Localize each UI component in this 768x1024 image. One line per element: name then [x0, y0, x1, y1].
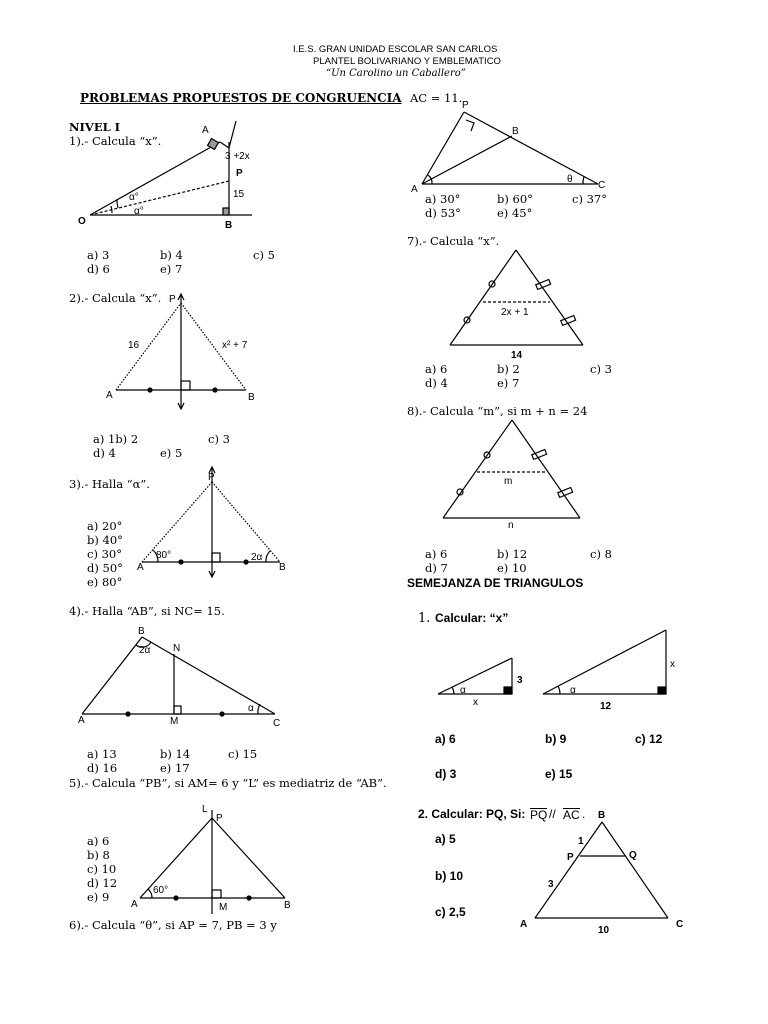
fig1-label-seg1: 3 +2x	[225, 151, 250, 162]
figure-2-triangle	[116, 294, 246, 409]
fig1-label-ang-lower: α°	[134, 206, 144, 217]
fig8-label-mid: m	[504, 476, 513, 487]
p1-option-d: d) 6	[87, 262, 110, 276]
p7-option-e: e) 7	[497, 376, 520, 390]
school-subtitle: PLANTEL BOLIVARIANO Y EMBLEMATICO	[313, 56, 501, 67]
s1-option-d: d) 3	[435, 767, 457, 781]
figure-8-triangle	[443, 420, 580, 518]
fig3-label-b: B	[279, 562, 286, 573]
problem-8-question: 8).- Calcula “m”, si m + n = 24	[407, 404, 588, 418]
p3-option-e: e) 80°	[87, 575, 123, 589]
s1-fig-label-ang-large: α	[570, 685, 576, 696]
p1-option-b: b) 4	[160, 248, 183, 262]
p4-option-c: c) 15	[228, 747, 258, 761]
p8-option-b: b) 12	[497, 547, 528, 561]
fig5-label-l: L	[202, 804, 208, 815]
section-semejanza-heading: SEMEJANZA DE TRIANGULOS	[407, 576, 584, 590]
p8-option-e: e) 10	[497, 561, 527, 575]
p5-option-d: d) 12	[87, 876, 118, 890]
p2-option-ab: a) 1b) 2	[93, 432, 139, 446]
p3-option-b: b) 40°	[87, 533, 123, 547]
p2-option-d: d) 4	[93, 446, 116, 460]
fig6-label-b: B	[512, 126, 519, 137]
problem-4-question: 4).- Halla “AB”, si NC= 15.	[69, 604, 225, 618]
page-title: PROBLEMAS PROPUESTOS DE CONGRUENCIA	[80, 91, 402, 105]
problem-1-question: 1).- Calcula “x”.	[69, 134, 162, 148]
s1-fig-label-h1: 3	[517, 675, 523, 686]
fig6-label-a: A	[411, 184, 418, 195]
fig1-label-a: A	[202, 125, 209, 136]
similar-triangle-large	[543, 630, 666, 694]
fig6-label-c: C	[598, 180, 606, 191]
s1-option-b: b) 9	[545, 732, 567, 746]
p6-option-b: b) 60°	[497, 192, 533, 206]
fig1-label-b: B	[225, 220, 233, 231]
s1-option-e: e) 15	[545, 767, 573, 781]
fig2-label-a: A	[106, 390, 113, 401]
fig4-label-ang-b: 2α	[139, 645, 151, 656]
s2-fig-label-a: A	[520, 919, 528, 930]
s2-fig-label-seg2: 3	[548, 879, 554, 890]
fig7-label-mid: 2x + 1	[501, 307, 529, 318]
p5-option-c: c) 10	[87, 862, 117, 876]
fig3-mark-left	[178, 559, 183, 564]
fig6-label-theta: θ	[567, 174, 573, 185]
p8-option-d: d) 7	[425, 561, 448, 575]
problem-5-question: 5).- Calcula “PB”, si AM= 6 y “L” es mediatriz de “AB”.	[69, 776, 387, 790]
s2-option-a: a) 5	[435, 832, 456, 846]
figure-1-triangle	[90, 121, 252, 215]
fig4-mark-left	[125, 711, 130, 716]
fig2-mark-right	[212, 387, 217, 392]
p7-option-c: c) 3	[590, 362, 612, 376]
p4-option-b: b) 14	[160, 747, 191, 761]
fig5-label-p: P	[216, 813, 223, 824]
s2-question: 2. Calcular: PQ, Si:	[418, 807, 526, 821]
p1-option-e: e) 7	[160, 262, 183, 276]
s2-option-b: b) 10	[435, 869, 464, 883]
fig7-label-base: 14	[511, 350, 523, 361]
fig5-mark-left	[173, 895, 178, 900]
p2-option-c: c) 3	[208, 432, 230, 446]
s2-fig-label-p: P	[567, 852, 574, 863]
figure-7-triangle	[450, 250, 583, 345]
fig4-label-n: N	[173, 643, 181, 654]
p6-option-e: e) 45°	[497, 206, 533, 220]
p4-option-d: d) 16	[87, 761, 118, 775]
s2-parallel-sign: //	[549, 807, 556, 821]
fig1-label-seg2: 15	[233, 189, 245, 200]
p7-option-b: b) 2	[497, 362, 520, 376]
p3-option-c: c) 30°	[87, 547, 122, 561]
s2-fig-label-base: 10	[598, 925, 610, 936]
s2-fig-label-q: Q	[629, 850, 637, 861]
s1-fig-label-b2: 12	[600, 701, 612, 712]
fig5-label-ang: 60°	[153, 885, 169, 896]
fig3-mark-right	[243, 559, 248, 564]
fig2-label-b: B	[248, 392, 255, 403]
fig6-label-p: P	[462, 100, 469, 111]
p4-option-e: e) 17	[160, 761, 190, 775]
p3-option-a: a) 20°	[87, 519, 123, 533]
s1-option-a: a) 6	[435, 732, 456, 746]
school-name: I.E.S. GRAN UNIDAD ESCOLAR SAN CARLOS	[293, 44, 498, 55]
fig3-label-a: A	[137, 562, 144, 573]
s1-fig-label-b1: x	[473, 697, 478, 708]
s1-question: Calcular: “x”	[435, 611, 509, 625]
fig1-label-p: P	[236, 168, 243, 179]
s1-fig-label-h2: x	[670, 659, 675, 670]
p5-option-a: a) 6	[87, 834, 110, 848]
fig5-label-m: M	[219, 902, 228, 913]
p2-option-e: e) 5	[160, 446, 183, 460]
similar-triangle-small	[438, 658, 512, 694]
s1-option-c: c) 12	[635, 732, 663, 746]
similar-triangle-pq	[535, 822, 668, 918]
p4-option-a: a) 13	[87, 747, 117, 761]
s2-option-c: c) 2,5	[435, 905, 466, 919]
p6-option-c: c) 37°	[572, 192, 607, 206]
s2-fig-label-b: B	[598, 810, 606, 821]
fig4-label-c: C	[273, 718, 281, 729]
fig8-label-base: n	[508, 520, 514, 531]
p1-option-a: a) 3	[87, 248, 110, 262]
fig4-label-m: M	[170, 716, 179, 727]
p7-option-a: a) 6	[425, 362, 448, 376]
fig5-mark-right	[246, 895, 251, 900]
p3-option-d: d) 50°	[87, 561, 123, 575]
p6-option-a: a) 30°	[425, 192, 461, 206]
fig4-label-b: B	[138, 626, 145, 637]
p6-option-d: d) 53°	[425, 206, 461, 220]
s2-fig-label-seg1: 1	[578, 836, 584, 847]
s2-segment-ac: AC	[563, 808, 580, 822]
problem-6-question: 6).- Calcula “θ”, si AP = 7, PB = 3 y	[69, 918, 277, 932]
fig1-label-ang-upper: α°	[129, 192, 139, 203]
fig3-label-ang-a: 80°	[156, 550, 172, 561]
level-heading: NIVEL I	[69, 120, 121, 134]
problem-7-question: 7).- Calcula “x”.	[407, 234, 500, 248]
fig2-label-right: x² + 7	[222, 340, 248, 351]
fig2-label-p: P	[169, 294, 176, 305]
s2-period: .	[582, 807, 586, 821]
fig2-mark-left	[147, 387, 152, 392]
p5-option-b: b) 8	[87, 848, 110, 862]
fig1-label-o: O	[78, 216, 86, 227]
fig5-label-b: B	[284, 900, 291, 911]
problem-6-question-cont: AC = 11.	[410, 91, 463, 105]
fig2-label-left: 16	[128, 340, 140, 351]
fig3-label-ang-b: 2α	[251, 552, 263, 563]
s2-fig-label-c: C	[676, 919, 684, 930]
figure-5-triangle	[140, 810, 285, 914]
problem-3-question: 3).- Halla “α”.	[69, 477, 150, 491]
problem-2-question: 2).- Calcula “x”.	[69, 291, 162, 305]
fig3-label-p: P	[208, 472, 215, 483]
school-motto: “Un Carolino un Caballero”	[326, 68, 466, 79]
s1-fig-label-ang-small: α	[460, 685, 466, 696]
fig4-label-ang-c: α	[248, 703, 254, 714]
fig5-label-a: A	[131, 899, 138, 910]
s2-segment-pq: PQ	[530, 808, 548, 822]
p8-option-a: a) 6	[425, 547, 448, 561]
p7-option-d: d) 4	[425, 376, 448, 390]
p1-option-c: c) 5	[253, 248, 275, 262]
p8-option-c: c) 8	[590, 547, 612, 561]
s1-number: 1.	[418, 611, 431, 626]
fig4-label-a: A	[78, 715, 85, 726]
p5-option-e: e) 9	[87, 890, 110, 904]
fig4-mark-right	[219, 711, 224, 716]
